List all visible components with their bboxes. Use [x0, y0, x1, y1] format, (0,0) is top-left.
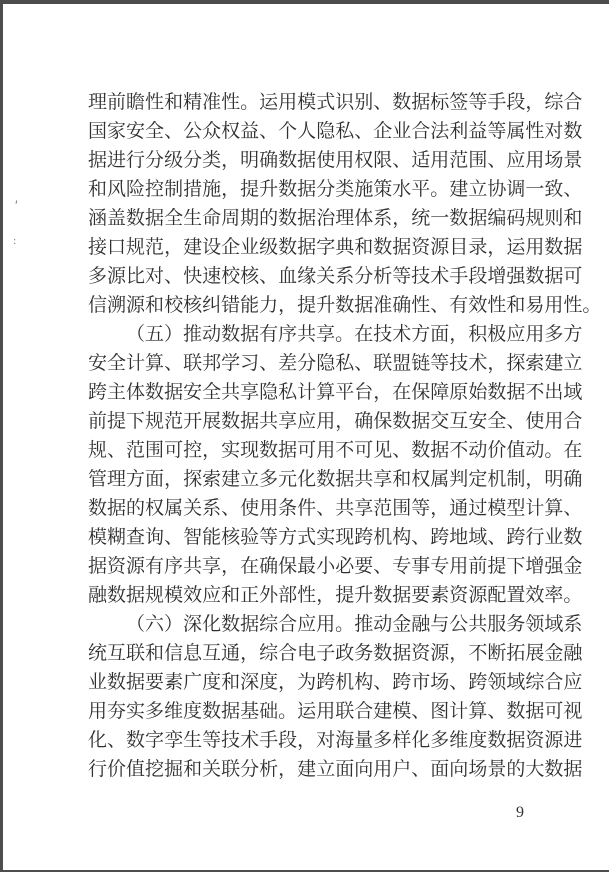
text-line: 接 口 规 范 ， 建 设 企 业 级 数 据 字 典 和 数 据 资 源 目 录 ， 运 用 数 据	[88, 237, 583, 258]
scan-artifact-mark: '	[12, 197, 19, 213]
text-line: 化 、 数 字 孪 生 等 技 术 手 段 ， 对 海 量 多 样 化 多 维 度 数 据 资 源 进	[88, 730, 583, 751]
text-line: 安 全 计 算 、 联 邦 学 习 、 差 分 隐 私 、 联 盟 链 等 技 术 ， 探 索 建 立	[88, 353, 583, 374]
scan-edge-top	[0, 0, 609, 4]
text-line: 多 源 比 对 、 快 速 校 核 、 血 缘 关 系 分 析 等 技 术 手 段 增 强 数 据 可	[88, 266, 583, 287]
text-line: 数 据 的 权 属 关 系 、 使 用 条 件 、 共 享 范 围 等 ， 通 过 模 型 计 算 、	[88, 498, 583, 519]
text-line: 前 提 下 规 范 开 展 数 据 共 享 应 用 ， 确 保 数 据 交 互 安 全 、 使 用 合	[88, 411, 583, 432]
text-line: 融 数 据 规 模 效 应 和 正 外 部 性 ， 提 升 数 据 要 素 资 源 配 置 效 率 。	[88, 585, 583, 606]
scan-edge-left	[0, 0, 3, 872]
text-line: 和 风 险 控 制 措 施 ， 提 升 数 据 分 类 施 策 水 平 。 建 立 协 调 一 致 、	[88, 179, 583, 200]
text-line: 规 、 范 围 可 控 ， 实 现 数 据 可 用 不 可 见 、 数 据 不 动 价 值 动 。 在	[88, 440, 583, 461]
text-line: 管 理 方 面 ， 探 索 建 立 多 元 化 数 据 共 享 和 权 属 判 定 机 制 ， 明 确	[88, 469, 583, 490]
text-line: 据 资 源 有 序 共 享 ， 在 确 保 最 小 必 要 、 专 事 专 用 前 提 下 增 强 金	[88, 556, 583, 577]
text-line: 业 数 据 要 素 广 度 和 深 度 ， 为 跨 机 构 、 跨 市 场 、 跨 领 域 综 合 应	[88, 672, 583, 693]
text-line: 涵 盖 数 据 全 生 命 周 期 的 数 据 治 理 体 系 ， 统 一 数 据 编 码 规 则 和	[88, 208, 583, 229]
text-line: 模 糊 查 询 、 智 能 核 验 等 方 式 实 现 跨 机 构 、 跨 地 域 、 跨 行 业 数	[88, 527, 583, 548]
page-number: 9	[516, 804, 524, 821]
document-body	[88, 86, 602, 782]
text-line: （ 六 ） 深 化 数 据 综 合 应 用 。 推 动 金 融 与 公 共 服 务 领 域 系	[126, 614, 583, 635]
text-line: 信 溯 源 和 校 核 纠 错 能 力 ， 提 升 数 据 准 确 性 、 有 效 性 和 易 用 性 。	[88, 295, 602, 316]
text-line: （ 五 ） 推 动 数 据 有 序 共 享 。 在 技 术 方 面 ， 积 极 应 用 多 方	[126, 324, 583, 345]
text-line: 国 家 安 全 、 公 众 权 益 、 个 人 隐 私 、 企 业 合 法 利 益 等 属 性 对 数	[88, 121, 583, 142]
text-line: 统 互 联 和 信 息 互 通 ， 综 合 电 子 政 务 数 据 资 源 ， 不 断 拓 展 金 融	[88, 643, 583, 664]
text-line: 据 进 行 分 级 分 类 ， 明 确 数 据 使 用 权 限 、 适 用 范 围 、 应 用 场 景	[88, 150, 583, 171]
text-line: 理 前 瞻 性 和 精 准 性 。 运 用 模 式 识 别 、 数 据 标 签 等 手 段 ， 综 合	[88, 92, 583, 113]
text-line: 跨 主 体 数 据 安 全 共 享 隐 私 计 算 平 台 ， 在 保 障 原 始 数 据 不 出 域	[88, 382, 583, 403]
text-line: 行 价 值 挖 掘 和 关 联 分 析 ， 建 立 面 向 用 户 、 面 向 场 景 的 大 数 据	[88, 759, 583, 780]
scan-artifact-mark: :	[13, 236, 17, 247]
text-line: 用 夯 实 多 维 度 数 据 基 础 。 运 用 联 合 建 模 、 图 计 算 、 数 据 可 视	[88, 701, 583, 722]
